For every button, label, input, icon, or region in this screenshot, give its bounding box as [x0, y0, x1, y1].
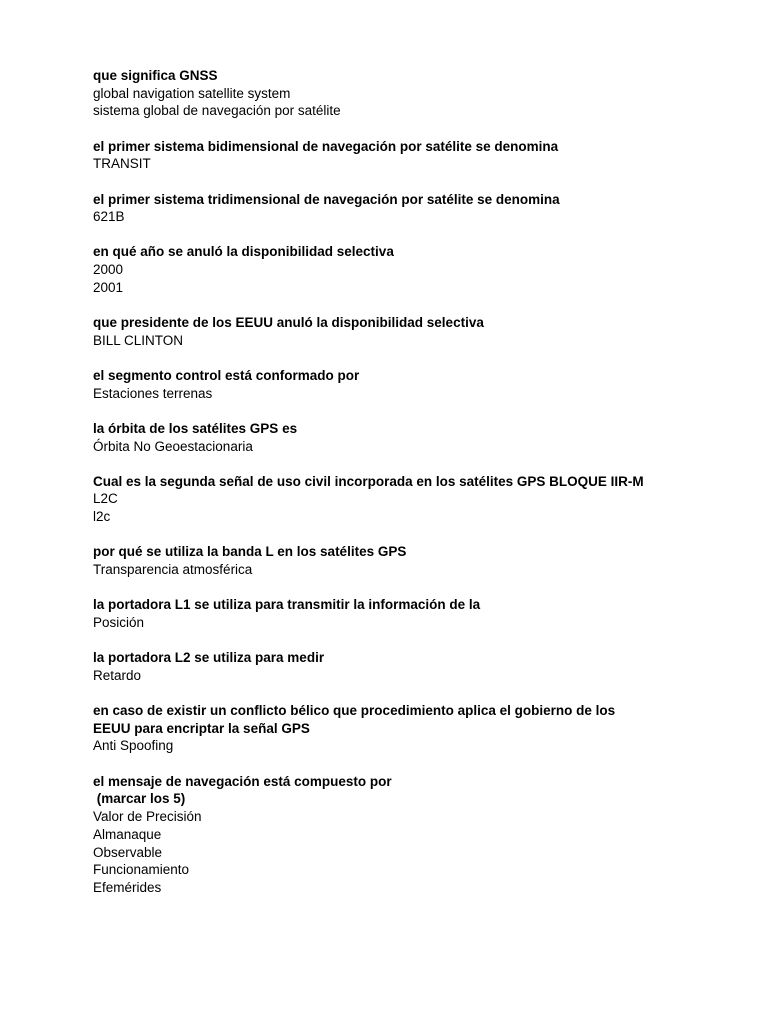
question-text: que significa GNSS: [93, 68, 218, 83]
qa-block: [93, 314, 733, 349]
answer-text: Valor de Precisión: [93, 809, 202, 825]
qa-block: [93, 67, 733, 120]
answer-text: Observable: [93, 844, 163, 860]
qa-block: [93, 191, 733, 226]
answer-text: Almanaque: [93, 826, 162, 842]
qa-block: [93, 596, 733, 631]
qa-block: [93, 420, 733, 455]
question-text: el mensaje de navegación está compuesto por: [93, 773, 392, 789]
answer-text: Funcionamiento: [93, 862, 190, 878]
answer-text: 2000: [93, 262, 124, 278]
question-text: (marcar los 5): [93, 791, 186, 807]
qa-block: [93, 243, 733, 296]
question-text: la portadora L1 se utiliza para transmitir la información de la: [93, 597, 481, 613]
question-text: el segmento control está conformado por: [93, 367, 360, 383]
answer-text: TRANSIT: [93, 156, 151, 172]
question-text: en qué año se anuló la disponibilidad selectiva: [93, 244, 394, 260]
question-text: por qué se utiliza la banda L en los satélites GPS: [93, 544, 407, 560]
question-text: la órbita de los satélites GPS es: [93, 420, 298, 436]
answer-text: global navigation satellite system: [93, 85, 291, 101]
answer-text: BILL CLINTON: [93, 332, 184, 348]
answer-text: Efemérides: [93, 879, 162, 895]
question-text: Cual es la segunda señal de uso civil incorporada en los satélites GPS BLOQUE IIR-M: [93, 473, 644, 489]
answer-text: 621B: [93, 209, 125, 225]
answer-text: Órbita No Geoestacionaria: [93, 438, 253, 454]
answer-text: Retardo: [93, 667, 142, 683]
question-answer-list: [93, 67, 733, 897]
qa-block: [93, 773, 733, 897]
qa-block: [93, 367, 733, 402]
qa-block: [93, 473, 733, 526]
document-page: [93, 67, 733, 914]
question-text: que presidente de los EEUU anuló la disponibilidad selectiva: [93, 315, 484, 331]
question-text: el primer sistema bidimensional de navegación por satélite se denomina: [93, 138, 559, 154]
qa-block: [93, 702, 733, 755]
answer-text: Estaciones terrenas: [93, 385, 213, 401]
qa-block: [93, 543, 733, 578]
qa-block: [93, 138, 733, 173]
answer-text: 2001: [93, 279, 124, 295]
answer-text: l2c: [93, 509, 111, 525]
answer-text: Transparencia atmosférica: [93, 562, 253, 578]
answer-text: sistema global de navegación por satélite: [93, 103, 341, 119]
answer-text: Posición: [93, 614, 145, 630]
qa-block: [93, 649, 733, 684]
answer-text: Anti Spoofing: [93, 738, 174, 754]
question-text: la portadora L2 se utiliza para medir: [93, 650, 325, 666]
question-text: el primer sistema tridimensional de navegación por satélite se denomina: [93, 191, 560, 207]
question-text: en caso de existir un conflicto bélico que procedimiento aplica el gobierno de los: [93, 703, 616, 719]
question-text: EEUU para encriptar la señal GPS: [93, 720, 310, 736]
answer-text: L2C: [93, 491, 118, 507]
